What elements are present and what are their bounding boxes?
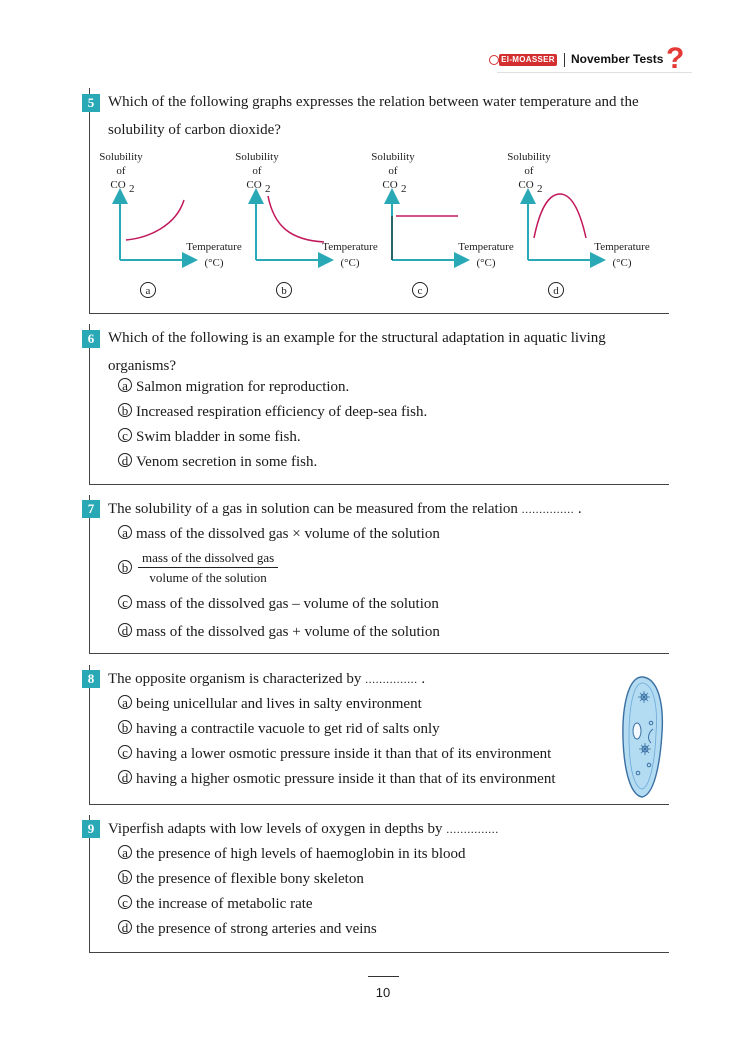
question-stem: The opposite organism is characterized by xyxy=(108,671,362,687)
question-end: . xyxy=(577,501,582,517)
option-b[interactable] xyxy=(118,560,136,578)
header-separator xyxy=(564,53,565,67)
curve-increasing xyxy=(126,200,184,240)
x-axis-unit: (°C) xyxy=(612,257,632,269)
y-axis-label: CO xyxy=(110,179,126,191)
graphs-panel xyxy=(90,146,670,306)
x-axis-label: Temperature xyxy=(186,241,242,253)
question-end: . xyxy=(421,671,426,687)
page-number-rule xyxy=(368,976,399,977)
option-c[interactable] xyxy=(118,428,301,446)
y-axis-subscript: 2 xyxy=(401,183,407,195)
option-key: a xyxy=(118,845,132,859)
x-axis-unit: (°C) xyxy=(476,257,496,269)
x-axis-label: Temperature xyxy=(322,241,378,253)
option-key: a xyxy=(145,285,151,297)
question-5 xyxy=(89,88,669,314)
question-text xyxy=(108,665,668,693)
page-number: 10 xyxy=(375,985,391,1000)
question-stem: The solubility of a gas in solution can be measured from the relation xyxy=(108,501,518,517)
question-8 xyxy=(89,665,669,805)
option-key: d xyxy=(118,770,132,784)
y-axis-label: of xyxy=(116,165,126,177)
option-text: having a contractile vacuole to get rid of salts only xyxy=(136,721,440,737)
option-key: d xyxy=(118,920,132,934)
curve-decreasing xyxy=(268,196,324,242)
option-a[interactable] xyxy=(118,845,466,863)
option-a[interactable] xyxy=(118,525,440,543)
option-d[interactable] xyxy=(118,770,556,788)
fraction-denominator: volume of the solution xyxy=(149,570,267,585)
y-axis-label: Solubility xyxy=(371,151,415,163)
option-key: b xyxy=(118,720,132,734)
x-axis-label: Temperature xyxy=(458,241,514,253)
option-text: having a lower osmotic pressure inside it than that of its environment xyxy=(136,746,552,762)
y-axis-subscript: 2 xyxy=(265,183,271,195)
question-number: 9 xyxy=(82,820,100,838)
option-key: b xyxy=(118,403,132,417)
option-key: a xyxy=(118,525,132,539)
question-number: 7 xyxy=(82,500,100,518)
question-stem: Viperfish adapts with low levels of oxygen in depths by xyxy=(108,821,443,837)
y-axis-label: CO xyxy=(246,179,262,191)
y-axis-subscript: 2 xyxy=(537,183,543,195)
blank: ............... xyxy=(446,822,499,836)
y-axis-label: of xyxy=(524,165,534,177)
question-number: 6 xyxy=(82,330,100,348)
option-c[interactable] xyxy=(118,895,313,913)
option-text: the presence of strong arteries and veins xyxy=(136,921,377,937)
option-key: c xyxy=(118,745,132,759)
curve-peak xyxy=(534,194,586,238)
y-axis-label: of xyxy=(252,165,262,177)
y-axis-label: CO xyxy=(382,179,398,191)
y-axis-label: CO xyxy=(518,179,534,191)
option-text: Venom secretion in some fish. xyxy=(136,454,318,470)
fraction-numerator: mass of the dissolved gas xyxy=(138,549,278,568)
question-number: 8 xyxy=(82,670,100,688)
option-d[interactable] xyxy=(118,623,440,641)
y-axis-label: Solubility xyxy=(99,151,143,163)
option-text: mass of the dissolved gas × volume of the solution xyxy=(136,526,440,542)
brand-logo: El-MOASSER xyxy=(499,54,557,66)
graph-d xyxy=(507,151,650,298)
graph-b xyxy=(235,151,378,298)
option-key: a xyxy=(118,695,132,709)
option-a[interactable] xyxy=(118,695,422,713)
x-axis-unit: (°C) xyxy=(340,257,360,269)
option-text: the presence of high levels of haemoglobin in its blood xyxy=(136,846,466,862)
question-7 xyxy=(89,495,669,654)
header-rule xyxy=(497,72,692,73)
y-axis-subscript: 2 xyxy=(129,183,135,195)
question-6 xyxy=(89,324,669,485)
question-text xyxy=(108,815,668,843)
option-d[interactable] xyxy=(118,453,317,471)
option-text: being unicellular and lives in salty environment xyxy=(136,696,422,712)
option-key: c xyxy=(118,428,132,442)
question-text xyxy=(108,495,668,523)
option-key: c xyxy=(417,285,423,297)
option-text: the increase of metabolic rate xyxy=(136,896,313,912)
blank: ............... xyxy=(365,672,418,686)
option-key: a xyxy=(118,378,132,392)
option-text: Increased respiration efficiency of deep-sea fish. xyxy=(136,404,428,420)
option-key: d xyxy=(118,623,132,637)
option-key: b xyxy=(281,285,287,297)
option-key: b xyxy=(118,870,132,884)
y-axis-label: Solubility xyxy=(507,151,551,163)
option-key: b xyxy=(118,560,132,574)
option-d[interactable] xyxy=(118,920,377,938)
option-b[interactable] xyxy=(118,403,427,421)
question-9 xyxy=(89,815,669,953)
graph-c xyxy=(371,151,514,298)
question-text: Which of the following is an example for the structural adaptation in aquatic living organisms? xyxy=(108,330,606,374)
option-text: Swim bladder in some fish. xyxy=(136,429,301,445)
option-key: d xyxy=(553,285,559,297)
question-text: Which of the following graphs expresses the relation between water temperature and the solubility of carbon dioxide? xyxy=(108,94,639,138)
option-text: mass of the dissolved gas + volume of the solution xyxy=(136,624,440,640)
option-text: the presence of flexible bony skeleton xyxy=(136,871,364,887)
x-axis-unit: (°C) xyxy=(204,257,224,269)
option-b[interactable] xyxy=(118,870,364,888)
option-b[interactable] xyxy=(118,720,440,738)
option-key: c xyxy=(118,895,132,909)
blank: ............... xyxy=(521,502,575,516)
graph-a xyxy=(99,151,242,298)
brand-logo-icon xyxy=(489,55,499,65)
option-text: having a higher osmotic pressure inside it than that of its environment xyxy=(136,771,556,787)
y-axis-label: Solubility xyxy=(235,151,279,163)
option-c[interactable] xyxy=(118,745,551,763)
option-b-fraction xyxy=(138,549,278,588)
option-a[interactable] xyxy=(118,378,349,396)
y-axis-label: of xyxy=(388,165,398,177)
x-axis-label: Temperature xyxy=(594,241,650,253)
question-number: 5 xyxy=(82,94,100,112)
option-text: mass of the dissolved gas – volume of the solution xyxy=(136,596,439,612)
paramecium-icon xyxy=(618,673,668,801)
option-c[interactable] xyxy=(118,595,439,613)
question-mark-icon: ? xyxy=(666,42,685,75)
option-text: Salmon migration for reproduction. xyxy=(136,379,350,395)
header-title: November Tests xyxy=(571,52,664,66)
option-key: c xyxy=(118,595,132,609)
option-key: d xyxy=(118,453,132,467)
